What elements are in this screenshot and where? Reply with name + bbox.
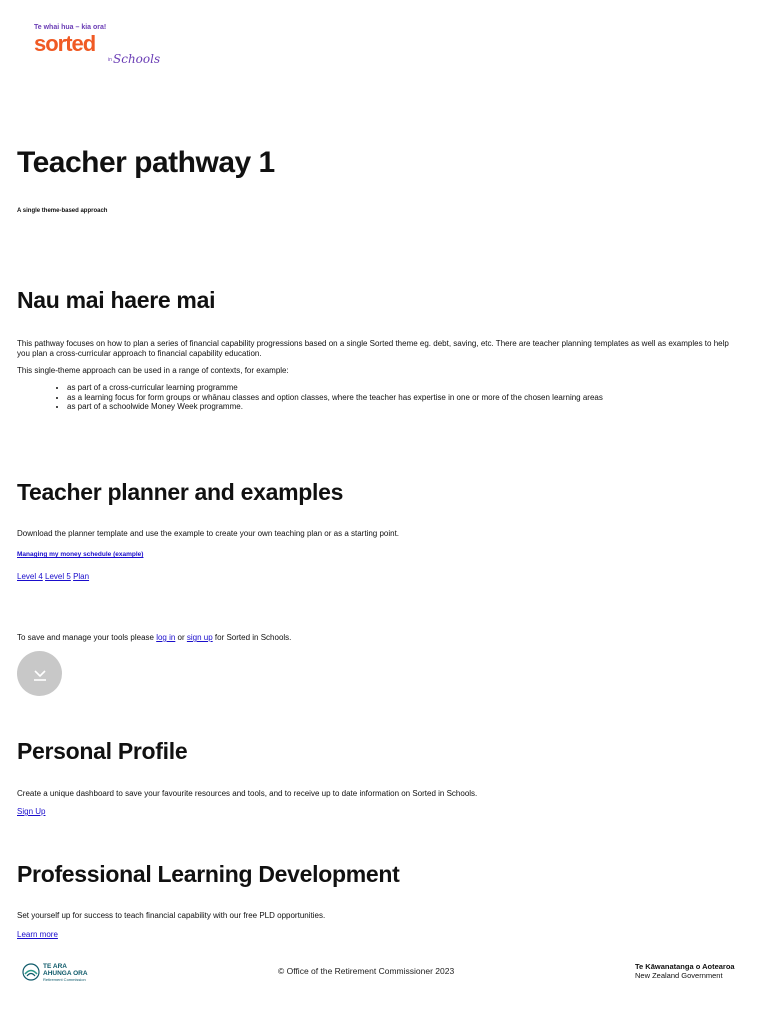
logo-wordmark: sorted bbox=[34, 31, 96, 56]
pld-heading: Professional Learning Development bbox=[17, 861, 400, 887]
intro-heading: Nau mai haere mai bbox=[17, 287, 216, 313]
pld-paragraph: Set yourself up for success to teach financial capability with our free PLD opportunities. bbox=[17, 911, 326, 920]
profile-paragraph: Create a unique dashboard to save your favourite resources and tools, and to receive up to date information on Sorted in Schools. bbox=[17, 789, 478, 798]
gov-line-2: New Zealand Government bbox=[635, 971, 723, 980]
level-links bbox=[17, 572, 89, 581]
footer-logo-sub: Retirement Commission bbox=[43, 977, 86, 982]
save-tools-text bbox=[17, 633, 737, 643]
signup-link[interactable]: sign up bbox=[186, 633, 213, 642]
download-icon bbox=[31, 665, 49, 683]
contexts-list bbox=[17, 383, 603, 412]
copyright-text: © Office of the Retirement Commissioner 2023 bbox=[278, 966, 455, 976]
footer-logo-text bbox=[43, 963, 88, 977]
logo-in: in bbox=[108, 57, 112, 63]
plan-link[interactable]: Plan bbox=[73, 572, 90, 581]
list-item: • as part of a schoolwide Money Week programme. bbox=[67, 402, 603, 412]
footer-logo-line1: TE ARA bbox=[43, 963, 67, 970]
planner-paragraph: Download the planner template and use the example to create your own teaching plan or as a starting point. bbox=[17, 529, 400, 538]
profile-heading: Personal Profile bbox=[17, 738, 188, 764]
save-or: or bbox=[175, 633, 187, 642]
list-item: • as a learning focus for form groups or whānau classes and option classes, where the teacher has expertise in one or more of the chosen learning areas bbox=[67, 393, 603, 403]
retirement-commission-mark-icon bbox=[22, 963, 40, 981]
save-suffix: for Sorted in Schools. bbox=[212, 633, 292, 642]
logo-tagline: Te whai hua – kia ora! bbox=[34, 24, 107, 31]
intro-contexts-paragraph: This single-theme approach can be used in a range of contexts, for example: bbox=[17, 366, 289, 375]
intro-paragraph: This pathway focuses on how to plan a series of financial capability progressions based on a single Sorted theme eg. debt, saving, etc. There are teacher planning templates as well as examples to help you plan a cross-curricular approach to financial capability education. bbox=[17, 339, 729, 358]
page-title: Teacher pathway 1 bbox=[17, 146, 275, 179]
gov-line-1: Te Kāwanatanga o Aotearoa bbox=[635, 962, 735, 971]
sorted-in-schools-logo[interactable] bbox=[34, 22, 161, 67]
logo-schools: Schools bbox=[113, 52, 161, 66]
login-link[interactable]: log in bbox=[156, 633, 176, 642]
page-subtitle: A single theme-based approach bbox=[17, 208, 108, 214]
save-prefix: To save and manage your tools please bbox=[17, 633, 157, 642]
level-5-link[interactable]: Level 5 bbox=[45, 572, 71, 581]
planner-heading: Teacher planner and examples bbox=[17, 479, 344, 505]
nz-government-logo[interactable] bbox=[635, 962, 755, 980]
example-link[interactable]: Managing my money schedule (example) bbox=[17, 551, 144, 558]
level-4-link[interactable]: Level 4 bbox=[17, 572, 43, 581]
sign-up-link[interactable]: Sign Up bbox=[17, 807, 46, 816]
learn-more-link[interactable]: Learn more bbox=[17, 930, 58, 939]
footer-logo-line2: AHUNGA ORA bbox=[43, 970, 88, 977]
retirement-commission-logo[interactable] bbox=[22, 962, 102, 982]
download-button[interactable] bbox=[17, 651, 62, 696]
list-item: • as part of a cross-curricular learning programme bbox=[67, 383, 603, 393]
